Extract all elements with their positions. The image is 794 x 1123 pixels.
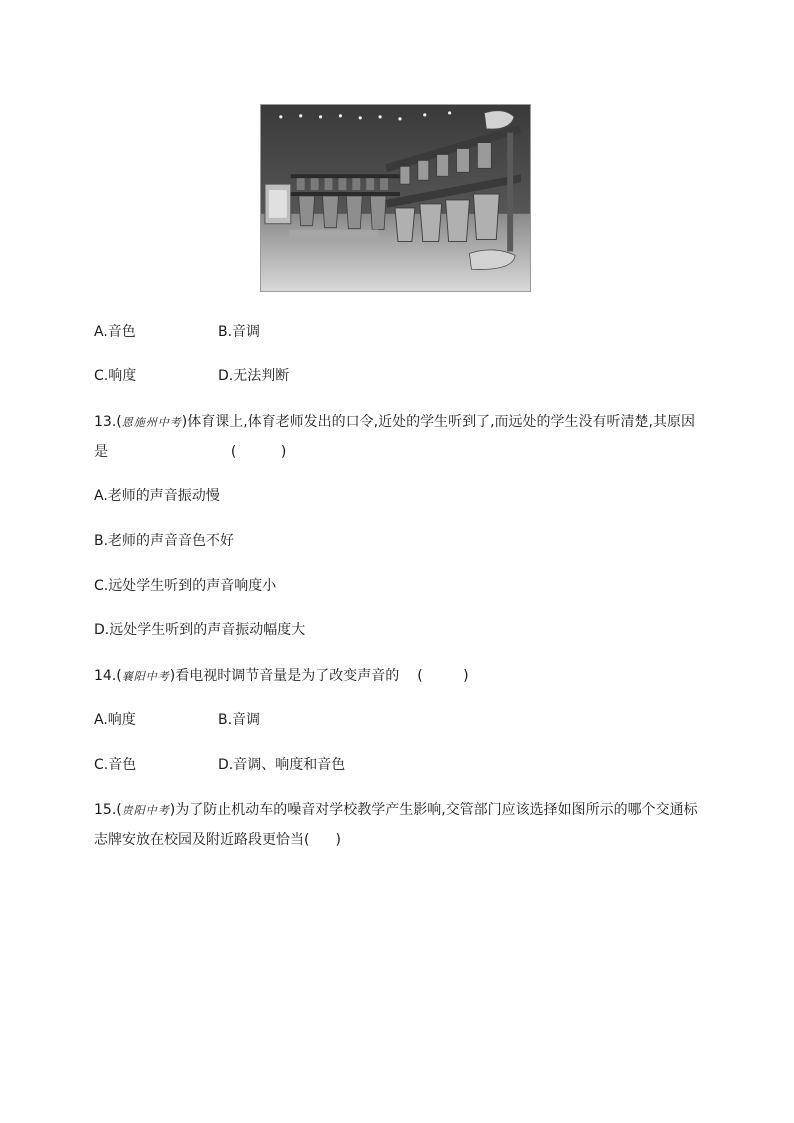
q15-text-line2: 志牌安放在校园及附近路段更恰当( <box>94 832 310 848</box>
q15-question-line1 <box>94 800 698 821</box>
q14-option-a: A.响度 <box>94 712 136 728</box>
q14-text: )看电视时调节音量是为了改变声音的 <box>169 668 400 684</box>
q15-text-line1: )为了防止机动车的噪音对学校教学产生影响,交管部门应该选择如图所示的哪个交通标 <box>169 802 698 818</box>
q15-answer-blank-close: ) <box>335 832 341 848</box>
q13-source: 恩施州中考 <box>121 416 182 429</box>
q13-option-c: C.远处学生听到的声音响度小 <box>94 578 277 594</box>
chime-bells-photo <box>260 104 531 292</box>
q13-option-b: B.老师的声音音色不好 <box>94 533 235 549</box>
q12-option-b: B.音调 <box>218 324 261 340</box>
q14-option-d: D.音调、响度和音色 <box>218 757 346 773</box>
q13-text-line2: 是 <box>94 444 108 460</box>
q13-text-line1: )体育课上,体育老师发出的口令,近处的学生听到了,而远处的学生没有听清楚,其原因 <box>181 414 695 430</box>
q14-source: 襄阳中考 <box>121 670 170 683</box>
q12-option-c: C.响度 <box>94 368 137 384</box>
q15-question-line2 <box>94 830 341 850</box>
q14-number: 14.( <box>94 668 122 684</box>
q14-option-b: B.音调 <box>218 712 261 728</box>
q13-question-line1 <box>94 412 695 433</box>
q14-option-c: C.音色 <box>94 757 137 773</box>
q13-number: 13.( <box>94 414 122 430</box>
q14-question <box>94 666 487 687</box>
q12-option-a: A.音色 <box>94 324 136 340</box>
q13-option-d: D.远处学生听到的声音振动幅度大 <box>94 622 306 638</box>
q13-option-a: A.老师的声音振动慢 <box>94 488 220 504</box>
q12-option-d: D.无法判断 <box>218 368 290 384</box>
q15-number: 15.( <box>94 802 122 818</box>
q13-answer-blank: ( ) <box>230 444 307 460</box>
q15-source: 贵阳中考 <box>121 804 170 817</box>
chime-bells-illustration <box>261 105 530 291</box>
q13-question-line2 <box>94 442 306 462</box>
q14-answer-blank: ( ) <box>417 668 487 684</box>
